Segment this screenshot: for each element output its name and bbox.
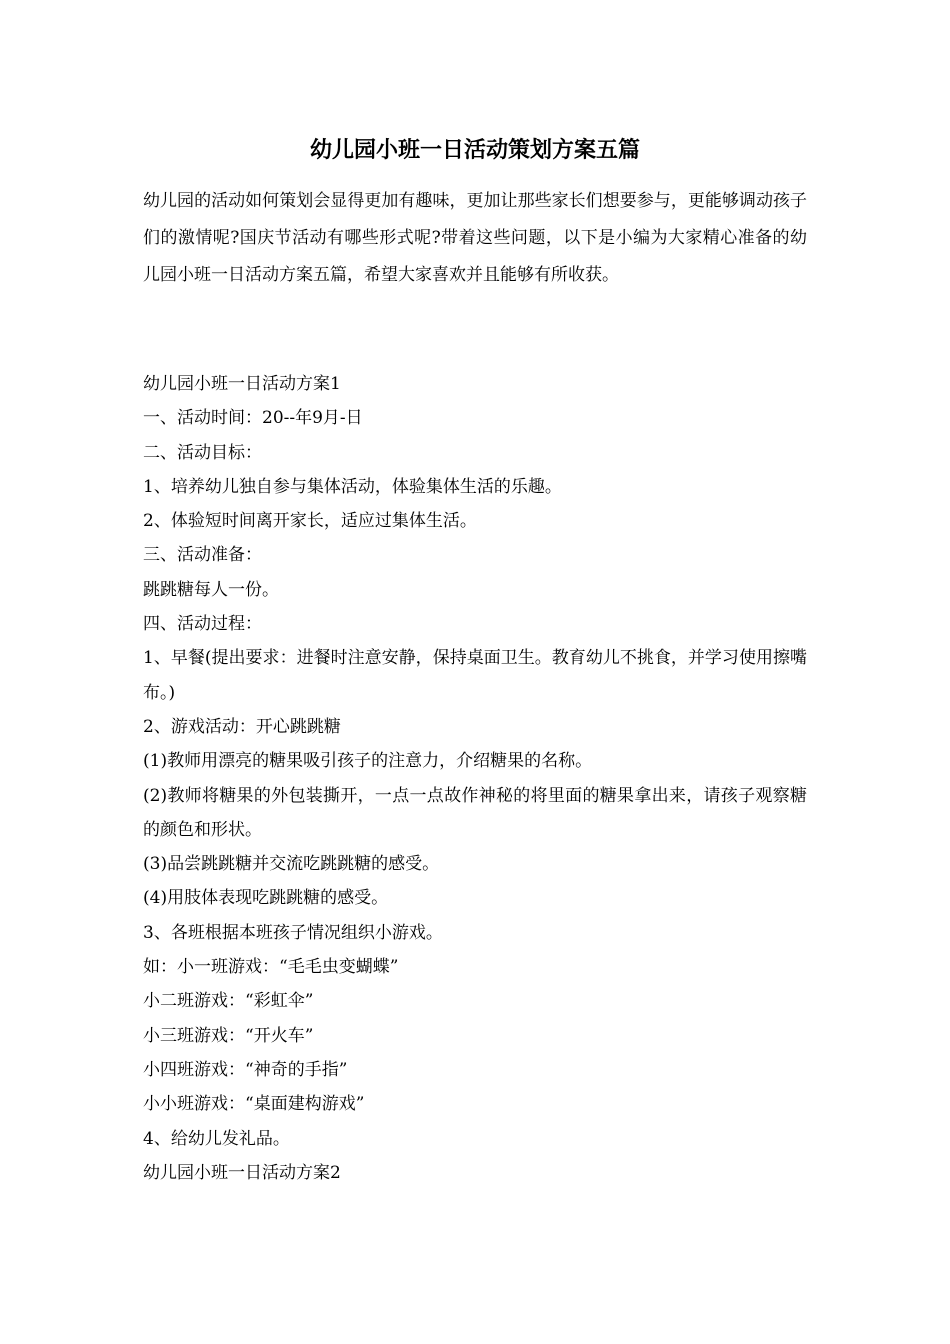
section-heading-plan-2: 幼儿园小班一日活动方案2 xyxy=(143,1162,341,1183)
game-item: 小四班游戏：“神奇的手指” xyxy=(143,1059,348,1080)
game-item: 如：小一班游戏：“毛毛虫变蝴蝶” xyxy=(143,957,399,978)
intro-paragraph: 幼儿园的活动如何策划会显得更加有趣味，更加让那些家长们想要参与，更能够调动孩子们的激情呢?国庆节活动有哪些形式呢?带着这些问题，以下是小编为大家精心准备的幼儿园小班一日活动方案五篇，希望大家喜欢并且能够有所收获。 xyxy=(143,191,807,285)
document-title: 幼儿园小班一日活动策划方案五篇 xyxy=(309,137,640,163)
process-item: 1、早餐(提出要求：进餐时注意安静，保持桌面卫生。教育幼儿不挑食，并学习使用擦嘴布。) xyxy=(143,648,807,703)
section-heading-preparation: 三、活动准备： xyxy=(143,545,262,566)
document-body xyxy=(143,367,807,1190)
game-item: 小二班游戏：“彩虹伞” xyxy=(143,991,314,1012)
section-heading-process: 四、活动过程： xyxy=(143,614,262,635)
game-item: 小小班游戏：“桌面建构游戏” xyxy=(143,1094,365,1115)
process-subitem: (3)品尝跳跳糖并交流吃跳跳糖的感受。 xyxy=(143,854,440,875)
activity-time: 一、活动时间：20--年9月-日 xyxy=(143,408,363,429)
preparation-text: 跳跳糖每人一份。 xyxy=(143,579,279,600)
process-item: 2、游戏活动：开心跳跳糖 xyxy=(143,716,341,737)
process-item: 3、各班根据本班孩子情况组织小游戏。 xyxy=(143,922,443,943)
goal-item: 1、培养幼儿独自参与集体活动，体验集体生活的乐趣。 xyxy=(143,476,562,497)
process-item: 4、给幼儿发礼品。 xyxy=(143,1128,290,1149)
process-subitem: (2)教师将糖果的外包装撕开，一点一点故作神秘的将里面的糖果拿出来，请孩子观察糖的颜色和形状。 xyxy=(143,785,807,840)
goal-item: 2、体验短时间离开家长，适应过集体生活。 xyxy=(143,511,477,532)
section-heading-plan-1: 幼儿园小班一日活动方案1 xyxy=(143,374,341,394)
process-subitem: (4)用肢体表现吃跳跳糖的感受。 xyxy=(143,888,389,909)
section-heading-goals: 二、活动目标： xyxy=(143,442,262,463)
game-item: 小三班游戏：“开火车” xyxy=(143,1025,314,1046)
process-subitem: (1)教师用漂亮的糖果吸引孩子的注意力，介绍糖果的名称。 xyxy=(143,751,593,772)
